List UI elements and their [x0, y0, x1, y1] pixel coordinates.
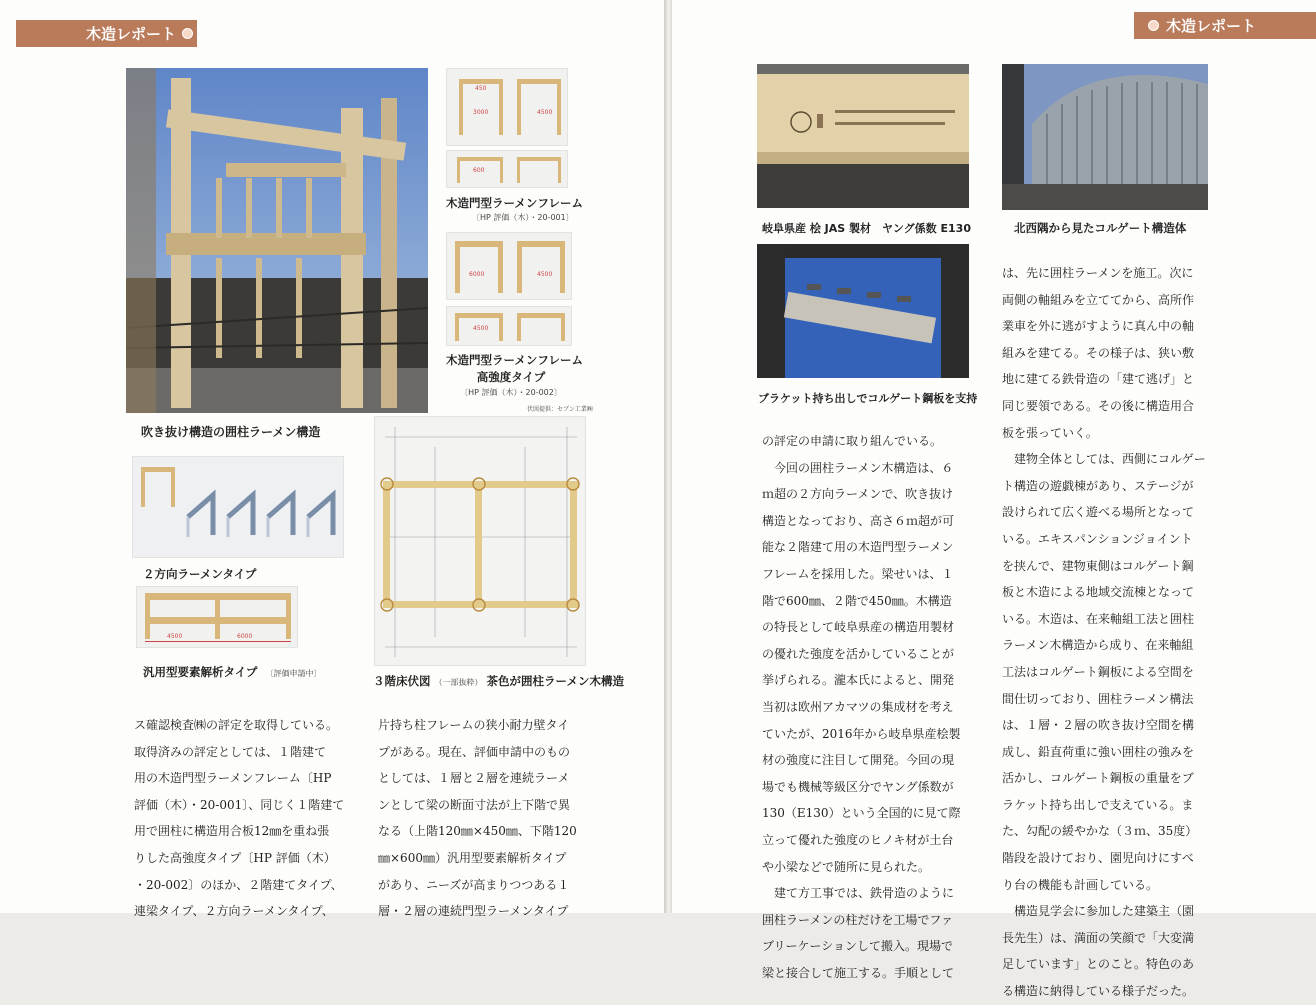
text-line: 階で600㎜、２階で450㎜。木構造: [762, 593, 952, 608]
text-line: ンとして梁の断面寸法が上下階で異: [378, 797, 571, 812]
left-page: [0, 0, 664, 919]
text-line: 両側の軸組みを立ててから、高所作: [1002, 292, 1195, 307]
text-line: ラーメン木構造から成り、在来軸組: [1002, 638, 1194, 653]
text-line: 工法はコルゲート鋼板による空間を: [1002, 664, 1194, 679]
text-line: 取得済みの評定としては、１階建て: [134, 744, 327, 759]
caption-frame-hs-eval: 〔HP 評価（木）・20-002〕: [460, 388, 562, 397]
caption-floor-plan-desc: 茶色が囲柱ラーメン木構造: [486, 674, 624, 688]
text-line: ブリーケーションして搬入。現場で: [762, 939, 954, 954]
frame-std-drawing-2: [446, 150, 568, 188]
text-line: 用で囲柱に構造用合板12㎜を重ね張: [134, 824, 330, 839]
dim-label: 4500: [473, 325, 489, 332]
text-line: 能な２階建て用の木造門型ラーメン: [762, 540, 954, 555]
text-line: いる。木造は、在来軸組工法と囲柱: [1002, 611, 1195, 626]
text-line: としては、１層と２層を連続ラーメ: [378, 771, 570, 786]
dim-label: 6000: [469, 271, 485, 278]
text-line: 階段を設けており、園児向けにすべ: [1002, 851, 1194, 866]
dim-label: 6000: [237, 633, 253, 640]
section-tab-right: [1134, 12, 1316, 39]
text-line: 評価（木）・20-001〕、同じく１階建て: [134, 797, 345, 812]
text-line: り台の機能も計画している。: [1002, 877, 1159, 892]
text-line: は、先に囲柱ラーメンを施工。次に: [1002, 266, 1194, 280]
text-line: 組みを建てる。その様子は、狭い敷: [1002, 345, 1195, 360]
text-line: 構造となっており、高さ６ｍ超が可: [762, 513, 955, 528]
right-page: [672, 0, 1316, 999]
text-line: 梁と接合して施工する。手順として: [762, 965, 955, 980]
caption-floor-plan-title: ３階床伏図: [373, 674, 431, 688]
text-line: 今回の囲柱ラーメン木構造は、６: [762, 460, 954, 475]
text-line: があり、ニーズが高まりつつある１: [378, 877, 570, 892]
text-line: 板を張っていく。: [1002, 425, 1098, 440]
text-line: 囲柱ラーメンの柱だけを工場でファ: [762, 912, 954, 927]
section-label: 木造レポート: [1166, 17, 1257, 35]
text-line: た、勾配の緩やかな（３ｍ、35度）: [1002, 824, 1198, 839]
text-line: や小梁などで随所に見られた。: [762, 859, 931, 874]
caption-bracket: ブラケット持ち出しでコルゲート鋼板を支持: [758, 392, 978, 405]
caption-two-way: ２方向ラーメンタイプ: [143, 567, 257, 581]
text-line: ㎜×600㎜）汎用型要素解析タイプ: [378, 850, 567, 865]
caption-frame-hs-2: 高強度タイプ: [476, 370, 546, 384]
text-line: の特長として岐阜県産の構造用製材: [762, 620, 955, 635]
dim-label: 450: [475, 85, 487, 92]
text-line: 130（E130）という全国的に見て際: [762, 806, 961, 821]
timber-photo: [757, 64, 969, 208]
text-line: 建物全体としては、西側にコルゲー: [1002, 452, 1206, 467]
right-text-col-1: [762, 428, 970, 986]
text-line: プがある。現在、評価申請中のもの: [378, 744, 571, 759]
caption-timber: 岐阜県産 桧 JAS 製材 ヤング係数 E130: [762, 222, 971, 235]
text-line: 層・２層の連続門型ラーメンタイプ: [378, 904, 569, 919]
caption-floor-plan: [373, 673, 624, 689]
dim-label: 4500: [537, 109, 553, 116]
dim-label: 4500: [167, 633, 183, 640]
dim-label: 600: [473, 167, 485, 174]
right-text-col-2: [1002, 260, 1210, 1005]
caption-fem-label: 汎用型要素解析タイプ: [143, 665, 258, 679]
tab-dot-icon: [1148, 20, 1159, 31]
text-line: 場でも機械等級区分でヤング係数が: [762, 779, 954, 794]
text-line: る構造に納得している様子だった。: [1002, 984, 1195, 999]
text-line: 業車を外に逃がすように真ん中の軸: [1002, 319, 1195, 334]
atrium-photo: [126, 68, 428, 413]
text-line: 長先生）は、満面の笑顔で「大変満: [1002, 930, 1195, 945]
caption-atrium: 吹き抜け構造の囲柱ラーメン構造: [141, 425, 321, 439]
text-line: 挙げられる。瀧本氏によると、開発: [762, 673, 955, 688]
text-line: 片持ち柱フレームの狭小耐力壁タイ: [378, 718, 570, 732]
page-gutter: [664, 0, 672, 913]
frame-hs-drawing: [446, 232, 572, 300]
text-line: 設けられて広く遊べる場所となって: [1002, 505, 1195, 520]
caption-floor-plan-note: （一部抜粋）: [434, 678, 483, 687]
section-label: 木造レポート: [86, 25, 177, 43]
text-line: の評定の申請に取り組んでいる。: [762, 434, 943, 448]
text-line: ｍ超の２方向ラーメンで、吹き抜け: [762, 487, 954, 502]
caption-frame-std: 木造門型ラーメンフレーム: [446, 196, 583, 210]
text-line: の優れた強度を活かしていることが: [762, 646, 955, 661]
text-line: ト構造の遊戯棟があり、ステージが: [1002, 478, 1194, 493]
text-line: は、１層・２層の吹き抜け空間を構: [1002, 718, 1195, 733]
frame-std-drawing: [446, 68, 568, 146]
text-line: 間仕切っており、囲柱ラーメン構法: [1002, 691, 1194, 706]
text-line: りした高強度タイプ〔HP 評価（木）: [134, 850, 336, 865]
caption-frame-std-eval: 〔HP 評価（木）・20-001〕: [472, 213, 574, 222]
text-line: 用の木造門型ラーメンフレーム〔HP: [134, 771, 332, 786]
two-way-drawing: [132, 456, 344, 558]
caption-corrugate: 北西隅から見たコルゲート構造体: [1014, 221, 1187, 235]
text-line: ていたが、2016年から岐阜県産桧製: [762, 726, 961, 741]
left-text-col-2: [378, 712, 590, 925]
text-line: 成し、鉛直荷重に強い囲柱の強みを: [1002, 744, 1195, 759]
text-line: 材の強度に注目して開発。今回の現: [762, 753, 955, 768]
text-line: 立って優れた強度のヒノキ材が土台: [762, 832, 954, 847]
bracket-photo: [757, 244, 969, 378]
dim-label: 3000: [473, 109, 489, 116]
text-line: 当初は欧州アカマツの集成材を考え: [762, 699, 954, 714]
text-line: 活かし、コルゲート鋼板の重量をブ: [1002, 771, 1194, 786]
text-line: ラケット持ち出しで支えている。ま: [1002, 797, 1194, 812]
text-line: フレームを採用した。梁せいは、１: [762, 566, 954, 581]
caption-fem-note: 〔評価申請中〕: [265, 669, 322, 678]
text-line: 連梁タイプ、２方向ラーメンタイプ、: [134, 904, 334, 919]
left-text-col-1: [134, 712, 346, 925]
text-line: 同じ要領である。その後に構造用合: [1002, 398, 1195, 413]
caption-frame-hs-1: 木造門型ラーメンフレーム: [446, 353, 583, 367]
text-line: ・20-002〕のほか、２階建てタイプ、: [134, 877, 343, 892]
tab-dot-icon: [182, 28, 193, 39]
text-line: 足しています」とのこと。特色のあ: [1002, 957, 1195, 972]
text-line: ス確認検査㈱の評定を取得している。: [134, 718, 339, 732]
dim-label: 4500: [537, 271, 553, 278]
caption-credit: 伏図提供：セブン工業㈱: [527, 406, 593, 413]
text-line: 建て方工事では、鉄骨造のように: [762, 886, 955, 901]
text-line: いる。エキスパンションジョイント: [1002, 531, 1193, 546]
caption-fem: [143, 664, 321, 680]
floor-plan-drawing: [374, 416, 586, 666]
text-line: なる（上階120㎜×450㎜、下階120: [378, 824, 577, 839]
text-line: 構造見学会に参加した建築主（園: [1002, 904, 1195, 919]
text-line: 地に建てる鉄骨造の「建て逃げ」と: [1002, 372, 1195, 387]
corrugate-photo: [1002, 64, 1208, 210]
section-tab-left: [16, 20, 197, 47]
frame-hs-drawing-2: [446, 306, 572, 346]
fem-drawing: [136, 586, 298, 648]
text-line: を挟んで、建物東側はコルゲート鋼: [1002, 558, 1194, 573]
text-line: 板と木造による地域交流棟となって: [1002, 585, 1195, 600]
